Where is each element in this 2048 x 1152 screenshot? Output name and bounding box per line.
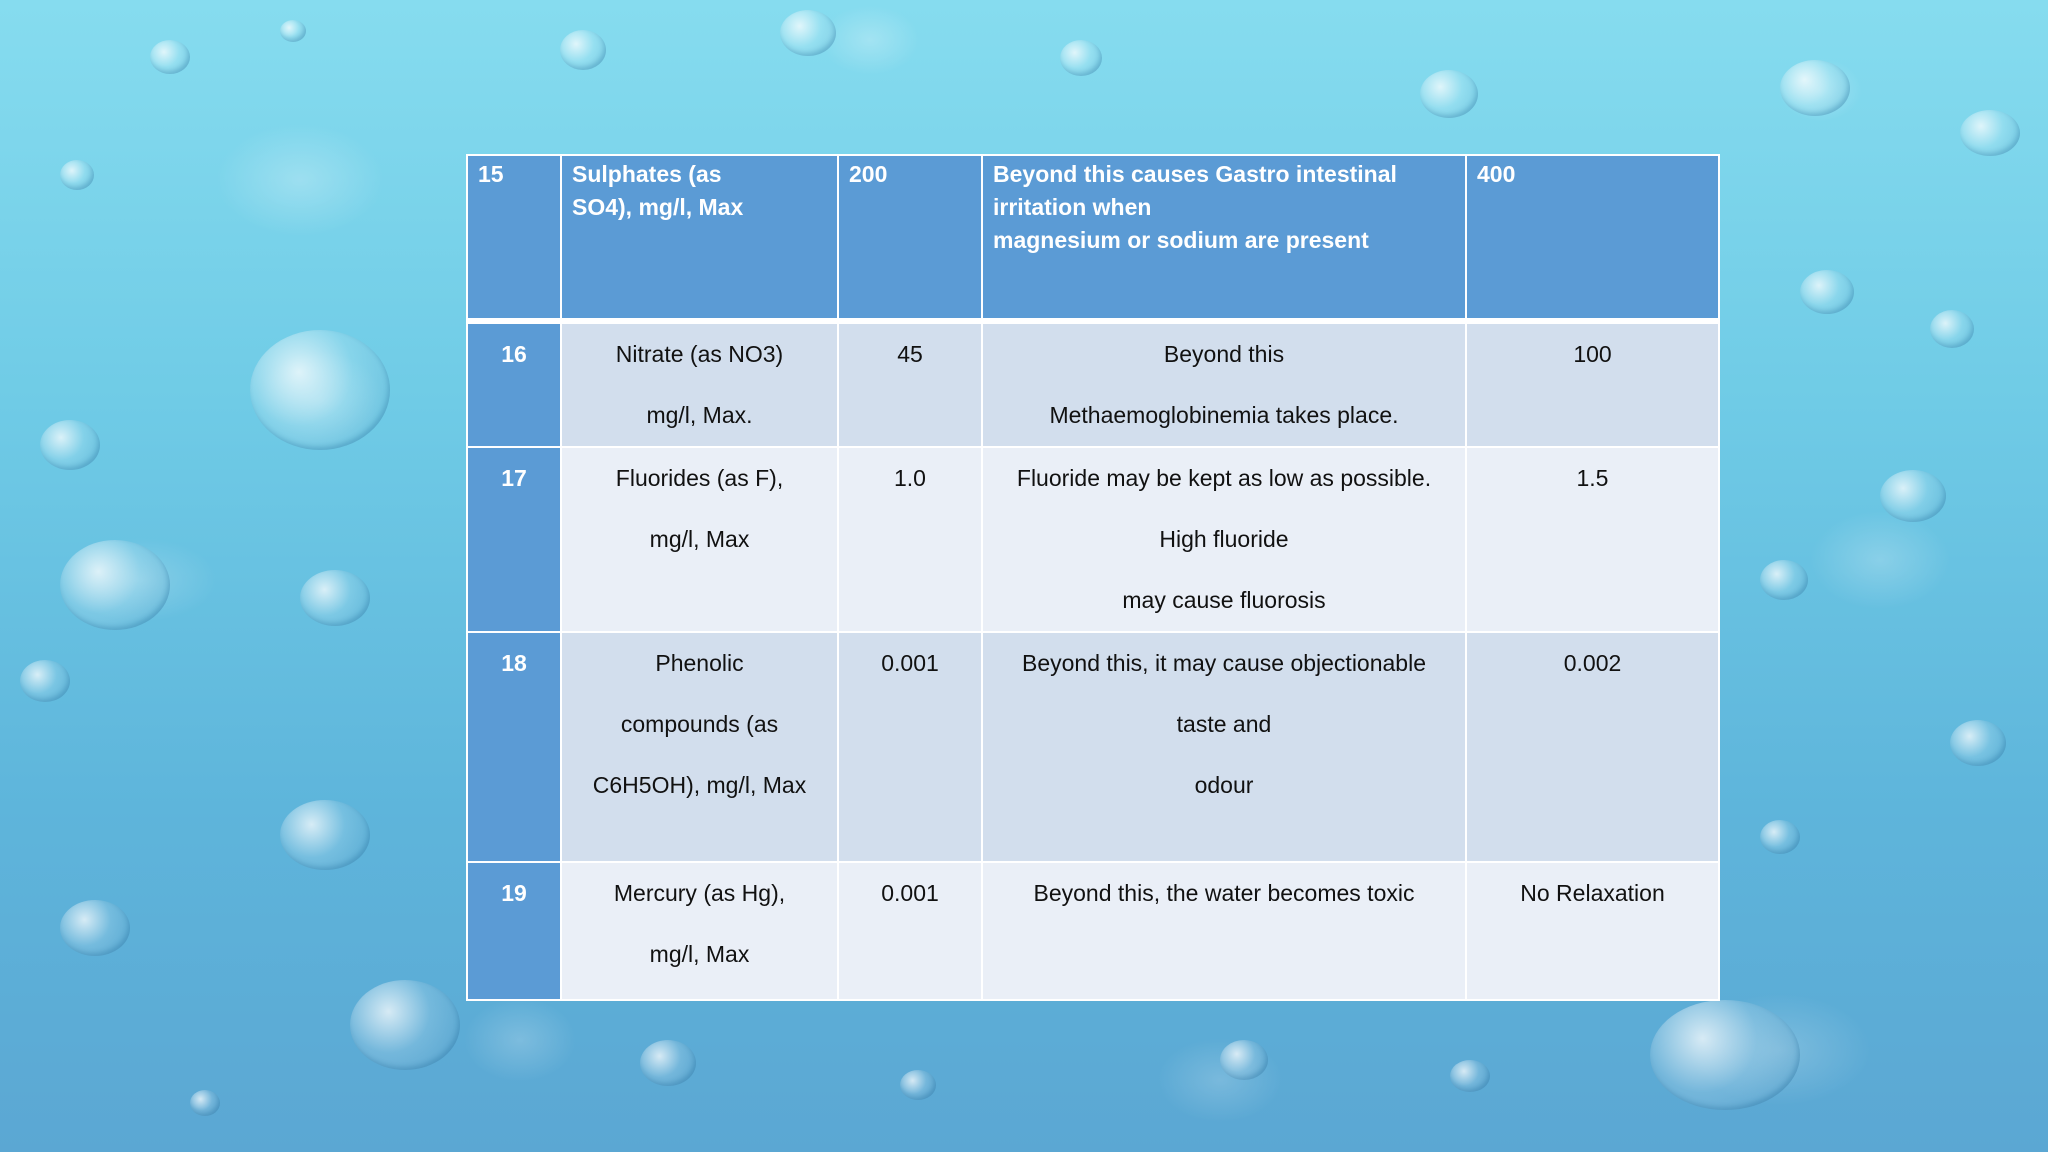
permissible-limit-cell: 0.002 [1466, 632, 1719, 862]
water-droplet [1950, 720, 2006, 766]
water-droplet [1960, 110, 2020, 156]
table-row [467, 862, 1719, 1000]
effect-cell: Beyond this, it may cause objectionable taste and odour [982, 632, 1466, 862]
water-droplet [60, 540, 170, 630]
effect-cell: Beyond this causes Gastro intestinal irritation when magnesium or sodium are present [982, 155, 1466, 321]
water-droplet [780, 10, 836, 56]
effect-cell: Fluoride may be kept as low as possible. High fluoride may cause fluorosis [982, 447, 1466, 632]
water-droplet [300, 570, 370, 626]
water-droplet [350, 980, 460, 1070]
water-droplet [1880, 470, 1946, 522]
water-droplet [640, 1040, 696, 1086]
water-droplet [1220, 1040, 1268, 1080]
effect-cell: Beyond this Methaemoglobinemia takes place. [982, 321, 1466, 447]
water-droplet [1760, 560, 1808, 600]
water-droplet [1420, 70, 1478, 118]
water-droplet [900, 1070, 936, 1100]
parameter-cell: Fluorides (as F), mg/l, Max [561, 447, 838, 632]
table-row [467, 447, 1719, 632]
acceptable-limit-cell: 200 [838, 155, 982, 321]
water-droplet [60, 900, 130, 956]
water-droplet [190, 1090, 220, 1116]
acceptable-limit-cell: 45 [838, 321, 982, 447]
acceptable-limit-cell: 0.001 [838, 632, 982, 862]
row-number-cell: 16 [467, 321, 561, 447]
water-droplet [1650, 1000, 1800, 1110]
water-droplet [280, 800, 370, 870]
table-row [467, 155, 1719, 321]
permissible-limit-cell: 400 [1466, 155, 1719, 321]
table-row [467, 321, 1719, 447]
parameter-cell: Phenolic compounds (as C6H5OH), mg/l, Max [561, 632, 838, 862]
row-number-cell: 15 [467, 155, 561, 321]
water-droplet [1450, 1060, 1490, 1092]
water-droplet [1930, 310, 1974, 348]
water-droplet [560, 30, 606, 70]
water-droplet [1780, 60, 1850, 116]
row-number-cell: 19 [467, 862, 561, 1000]
permissible-limit-cell: No Relaxation [1466, 862, 1719, 1000]
water-droplet [1800, 270, 1854, 314]
table-row [467, 632, 1719, 862]
water-droplet [250, 330, 390, 450]
permissible-limit-cell: 1.5 [1466, 447, 1719, 632]
water-quality-table [466, 154, 1720, 1001]
effect-cell: Beyond this, the water becomes toxic [982, 862, 1466, 1000]
acceptable-limit-cell: 0.001 [838, 862, 982, 1000]
water-droplet [280, 20, 306, 42]
parameter-cell: Sulphates (as SO4), mg/l, Max [561, 155, 838, 321]
water-droplet [1760, 820, 1800, 854]
row-number-cell: 17 [467, 447, 561, 632]
water-droplet [1060, 40, 1102, 76]
acceptable-limit-cell: 1.0 [838, 447, 982, 632]
permissible-limit-cell: 100 [1466, 321, 1719, 447]
water-droplet [60, 160, 94, 190]
row-number-cell: 18 [467, 632, 561, 862]
water-droplet [20, 660, 70, 702]
water-droplet [150, 40, 190, 74]
water-droplet [40, 420, 100, 470]
parameter-cell: Nitrate (as NO3) mg/l, Max. [561, 321, 838, 447]
parameter-cell: Mercury (as Hg), mg/l, Max [561, 862, 838, 1000]
